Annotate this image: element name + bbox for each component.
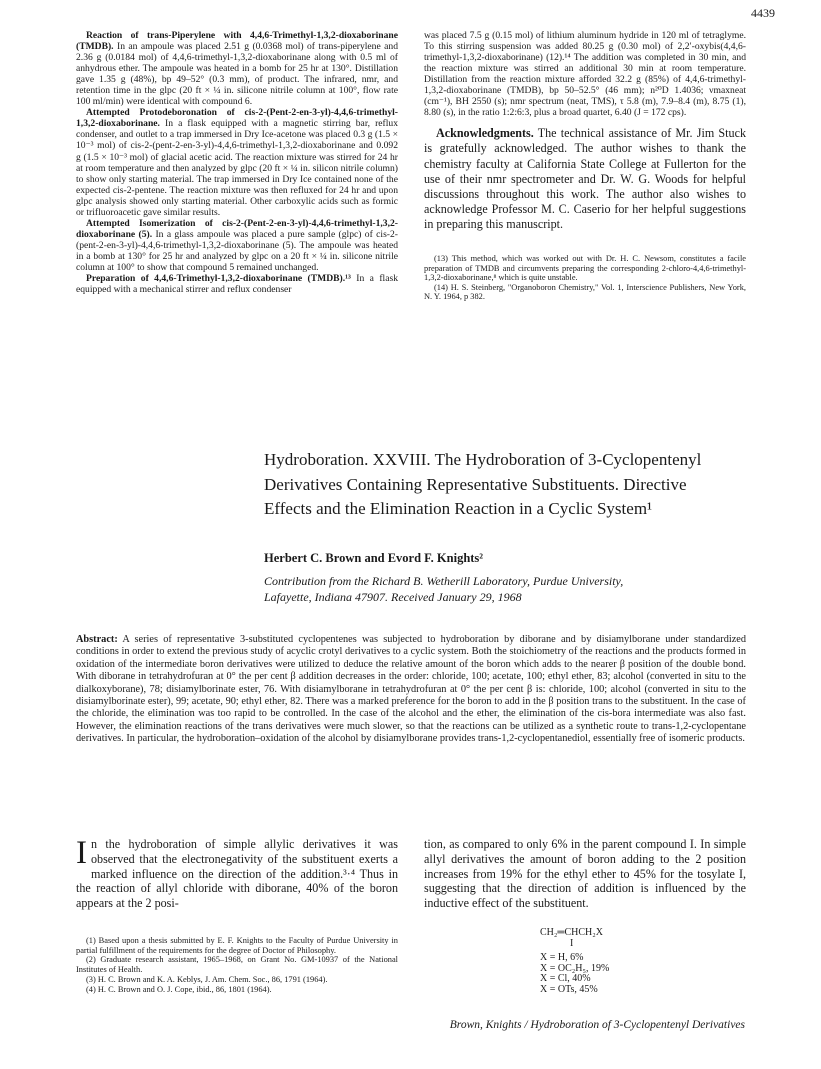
- right-column: [424, 30, 746, 302]
- section-isomerization: [76, 218, 398, 273]
- structure-label: I: [570, 937, 574, 949]
- abstract-label: Abstract:: [76, 634, 118, 645]
- article-title: Hydroboration. XXVIII. The Hydroboration of 3-Cyclopentenyl Derivatives Containing Representative Substituents. Directive Effects and the Elimination Reaction in a Cyclic System¹: [264, 450, 702, 518]
- structure-entry: X = H, 6%: [540, 952, 584, 963]
- body-right-text: tion, as compared to only 6% in the parent compound I. In simple allyl derivatives the amount of boron adding to the 2 position increases from 19% for the ethyl ether to 45% for the tosylate I, suggesting that the direction of addition is influenced by the inductive effect of the substituent.: [424, 837, 746, 911]
- structure-entry: X = Cl, 40%: [540, 973, 591, 984]
- footnote-2: (2) Graduate research assistant, 1965–1968, on Grant No. GM-10937 of the National Institutes of Health.: [76, 955, 398, 975]
- abstract: [76, 634, 746, 746]
- ack-heading: Acknowledgments.: [436, 126, 534, 141]
- section-text: In a flask equipped with a mechanical stirrer and reflux condenser: [76, 273, 398, 296]
- footnote-4: (4) H. C. Brown and O. J. Cope, ibid., 86, 1801 (1964).: [86, 984, 272, 994]
- page-number: 4439: [751, 6, 775, 20]
- running-footer: Brown, Knights / Hydroboration of 3-Cyclopentenyl Derivatives: [449, 1019, 745, 1031]
- article-affiliation: Contribution from the Richard B. Wetherill Laboratory, Purdue University, Lafayette, Indiana 47907. Received January 29, 1968: [264, 574, 624, 604]
- acknowledgments: [424, 126, 746, 232]
- body-left: [76, 837, 398, 911]
- section-text: In a glass ampoule was placed a pure sample (glpc) of cis-2-(pent-2-en-3-yl)-4,4,6-trimethyl-1,3,2-dioxaborinane (5). The ampoule was heated in a bomb at 130° for 25 hr and analyzed by glpc on a 20 ft × ¼ in. silicone nitrile column at 100° to show that compound 5 remained unchanged.: [76, 228, 398, 273]
- right-footnotes: [424, 254, 746, 302]
- left-column: [76, 30, 398, 295]
- abstract-text: A series of representative 3-substituted cyclopentenes was subjected to hydroboration by diborane and by disiamylborane under standardized conditions in order to extend the previous study of acyclic crotyl derivatives to a cyclic system. Both the stoichiometry of the reactions and the products formed in oxidation of the intermediate boron derivatives were utilized to deduce the relative amount of the boron which adds to the nearer β position of the double bond. With diborane in tetrahydrofuran at 0° the per cent β addition decreases in the order: chloride, 100; acetate, 100; ethyl ether, 83; alcohol (converted in situ to the dialkoxyborane), 78; disiamylborinate ester, 76. With disiamylborane in tetrahydrofuran at 0° the per cent β is: chloride, 100; alcohol (converted in situ to the disiamylborinate ester), 99; acetate, 90; ethyl ether, 82. There was a marked preference for the boron to add in the β position trans to the substituent. In the case of the chloride, the elimination was too rapid to be controlled. In the case of the alcohol and the ether, the elimination of the cis-bora intermediate was also fast. However, the elimination reactions of the trans derivatives were much slower, so that the reactions can be utilized as a synthetic route to trans-1,2-cyclopentane derivatives. In particular, the hydroboration–oxidation of the alcohol by disiamylborane provides trans-1,2-cyclopentanediol, essentially free of isomeric products.: [76, 634, 746, 745]
- structure-entry: X = OTs, 45%: [540, 983, 598, 995]
- continuation-text: was placed 7.5 g (0.15 mol) of lithium aluminum hydride in 120 ml of tetraglyme. To this stirring suspension was added 80.25 g (0.30 mol) of 2,2′-oxybis(4,4,6-trimethyl-1,3,2-dioxaborinane) (12).¹⁴ The addition was completed in 30 min, and the reaction mixture was stirred an additional 30 min at room temperature. Distillation from the reaction mixture afforded 32.2 g (85%) of 4,4,6-trimethyl-1,3,2-dioxaborinane (TMDB), bp 50–52.5° (46 mm); n²⁰D 1.4036; νmaxneat (cm⁻¹), BH 2550 (s); nmr spectrum (neat, TMS), τ 5.8 (m), 7.9–8.4 (m), 8.75 (1), 8.80 (s), in the ratio 1:2:6:3, plus a broad quartet, 6.40 (J = 172 cps).: [424, 30, 746, 119]
- footnote-14: (14) H. S. Steinberg, "Organoboron Chemistry," Vol. 1, Interscience Publishers, New York, N. Y. 1964, p 382.: [424, 282, 746, 302]
- structure-entry: X = OC₂H₅, 19%: [540, 962, 610, 974]
- drop-cap: I: [76, 835, 87, 871]
- section-text: In an ampoule was placed 2.51 g (0.0368 mol) of trans-piperylene and 2.36 g (0.0184 mol) of 4,4,6-trimethyl-1,3,2-dioxaborinane along with 0.5 ml of anhydrous ether. The ampoule was heated in a bomb for 25 hr at 130°. Distillation gave 1.35 g (48%), bp 49–52° (0.3 mm), of product. The infrared, nmr, and retention time in the glpc (20 ft × ¼ in. silicone nitrile column at 100°, flow rate 100 ml/min) were identical with compound 6.: [76, 41, 398, 108]
- section-text: In a flask equipped with a magnetic stirring bar, reflux condenser, and outlet to a trap immersed in Dry Ice-acetone was placed 0.3 g (1.5 × 10⁻³ mol) of cis-2-(pent-2-en-3-yl)-4,4,6-trimethyl-1,3,2-dioxaborinane and 0.092 g (1.5 × 10⁻³ mol) of glacial acetic acid. The reaction mixture was stirred for 24 hr at room temperature and then analyzed by glpc (20 ft × ¼ in. silicon nitrile column) to show only starting material. The trap immersed in Dry Ice contained none of the expected cis-2-pentene. The reaction mixture was then refluxed for 24 hr and upon glpc analysis showed only starting material. Other carboxylic acids such as formic or trifluoroacetic gave similar results.: [76, 118, 398, 218]
- footnote-3: (3) H. C. Brown and K. A. Keblys, J. Am. Chem. Soc., 86, 1791 (1964).: [86, 974, 328, 984]
- ack-text: The technical assistance of Mr. Jim Stuck is gratefully acknowledged. The author wishes to thank the chemistry faculty at California State College at Fullerton for the use of their nmr spectrometer and Dr. W. G. Woods for helpful discussions throughout this work. The author also wishes to acknowledge Professor M. C. Caserio for her helpful suggestions in preparing this manuscript.: [424, 126, 746, 231]
- section-heading: Attempted Isomerization of cis-2-(Pent-2-en-3-yl)-4,4,6-trimethyl-1,3,2-dioxaborinane (5).: [76, 217, 398, 240]
- footnote-1: (1) Based upon a thesis submitted by E. F. Knights to the Faculty of Purdue University in partial fulfillment of the requirements for the degree of Doctor of Philosophy.: [76, 936, 398, 955]
- body-left-text: n the hydroboration of simple allylic derivatives it was observed that the electronegativity of the substituent exerts a marked influence on the direction of the addition.³·⁴ Thus in the reaction of allyl chloride with diborane, 40% of the boron appears at the 2 posi-: [76, 837, 398, 911]
- section-preparation-tmdb: [76, 273, 398, 295]
- footnote-13: (13) This method, which was worked out with Dr. H. C. Newsom, constitutes a facile preparation of TMDB and circumvents preparing the corresponding 2-chloro-4,4,6-trimethyl-1,3,2-dioxaborinane,⁸ which is quite unstable.: [424, 254, 746, 283]
- section-heading: Reaction of trans-Piperylene with 4,4,6-Trimethyl-1,3,2-dioxaborinane (TMDB).: [76, 30, 398, 53]
- section-protodeboronation: [76, 107, 398, 217]
- section-tmdb-piperylene: [76, 30, 398, 107]
- structure-formula: CH₂═CHCH₂X: [540, 927, 603, 938]
- section-heading: Preparation of 4,4,6-Trimethyl-1,3,2-dioxaborinane (TMDB).¹³: [86, 273, 351, 285]
- section-heading: Attempted Protodeboronation of cis-2-(Pent-2-en-3-yl)-4,4,6-trimethyl-1,3,2-dioxaborinane.: [76, 107, 398, 130]
- structure-allyl: [540, 928, 609, 995]
- article-footnotes: [76, 936, 398, 994]
- body-right: [424, 837, 746, 911]
- article-authors: Herbert C. Brown and Evord F. Knights²: [264, 551, 484, 565]
